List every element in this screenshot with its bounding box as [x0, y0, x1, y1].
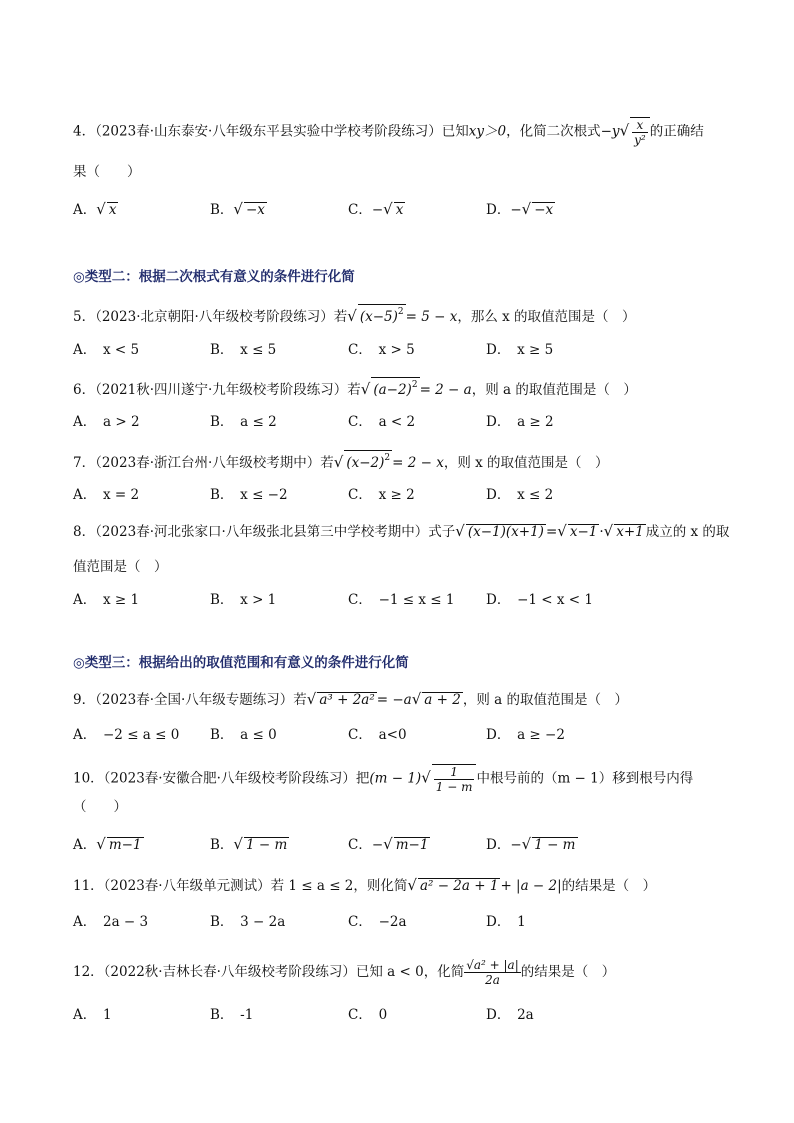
q6-option-a[interactable]: A． a > 2 — [73, 414, 140, 430]
q11-option-a[interactable]: A． 2a − 3 — [73, 914, 149, 930]
q12-option-b[interactable]: B． -1 — [210, 1007, 254, 1023]
q10-option-c[interactable]: C．−√ m−1 — [348, 835, 429, 853]
q7-option-a[interactable]: A． x = 2 — [73, 487, 140, 503]
question-8-line2: 值范围是（ ） — [73, 559, 168, 575]
q9-option-a[interactable]: A． −2 ≤ a ≤ 0 — [73, 727, 180, 743]
q7-option-d[interactable]: D． x ≤ 2 — [486, 487, 554, 503]
question-4-prefix: −y — [600, 123, 620, 140]
q8-option-d[interactable]: D． −1 < x < 1 — [486, 592, 593, 608]
q10-option-b[interactable]: B．√ 1 − m — [210, 835, 288, 853]
question-8: 8．（2023春·河北张家口·八年级张北县第三中学校考期中）式子√ (x−1)(x+1) =√ x−1 ·√ x+1 成立的 x 的取 — [73, 522, 730, 540]
q5-option-a[interactable]: A． x < 5 — [73, 342, 140, 358]
question-6: 6．（2021秋·四川遂宁·九年级校考阶段练习）若√ $(a-2)^2 = 2 - a$，则 a 的取值范围是（ ） — [73, 377, 637, 399]
q7-option-c[interactable]: C． x ≥ 2 — [348, 487, 415, 503]
q11-option-d[interactable]: D． 1 — [486, 914, 526, 930]
q9-option-c[interactable]: C． a<0 — [348, 727, 407, 743]
question-5: 5．（2023·北京朝阳·八年级校考阶段练习）若√ $(x-5)^2 = 5 - x$，那么 x 的取值范围是（ ） — [73, 304, 636, 326]
q12-option-a[interactable]: A． 1 — [73, 1007, 112, 1023]
q12-option-c[interactable]: C． 0 — [348, 1007, 388, 1023]
q4-option-b[interactable]: B．√ −x — [210, 200, 265, 218]
q9-option-d[interactable]: D． a ≥ −2 — [486, 727, 565, 743]
question-4-condition: xy＞0 — [468, 123, 507, 140]
q6-option-c[interactable]: C． a < 2 — [348, 414, 416, 430]
q10-option-a[interactable]: A．√ m−1 — [73, 835, 142, 853]
q6-option-d[interactable]: D． a ≥ 2 — [486, 414, 554, 430]
q11-option-c[interactable]: C． −2a — [348, 914, 407, 930]
question-4-tail: 的正确结 — [649, 123, 704, 140]
question-4: 4．（2023春·山东泰安·八年级东平县实验中学校考阶段练习）已知xy＞0，化简二次根式−y√ $\frac{x}{\text{y²}}$ 的正确结 — [73, 118, 704, 147]
q4-option-a[interactable]: A．√ x — [73, 200, 117, 218]
q4-option-c[interactable]: C．−√ x — [348, 200, 404, 218]
section-heading-type3: ◎类型三：根据给出的取值范围和有意义的条件进行化简 — [73, 655, 409, 671]
q5-option-c[interactable]: C． x > 5 — [348, 342, 415, 358]
section-heading-type2: ◎类型二：根据二次根式有意义的条件进行化简 — [73, 269, 355, 285]
question-4-stem: 4．（2023春·山东泰安·八年级东平县实验中学校考阶段练习）已知 — [73, 123, 469, 140]
question-12: 12．（2022秋·吉林长春·八年级校考阶段练习）已知 a < 0，化简 $\frac{\text{√a² + |a|}}{2a}$ 的结果是（ ） — [73, 958, 616, 987]
q11-option-b[interactable]: B． 3 − 2a — [210, 914, 286, 930]
q4-option-d[interactable]: D．−√ −x — [486, 200, 554, 218]
question-11: 11．（2023春·八年级单元测试）若 1 ≤ a ≤ 2，则化简√ a² − 2a + 1 + |a − 2|的结果是（ ） — [73, 876, 657, 894]
question-4-line2: 果（ ） — [73, 164, 141, 180]
q8-option-a[interactable]: A． x ≥ 1 — [73, 592, 140, 608]
q7-option-b[interactable]: B． x ≤ −2 — [210, 487, 288, 503]
q8-option-c[interactable]: C． −1 ≤ x ≤ 1 — [348, 592, 455, 608]
q5-option-d[interactable]: D． x ≥ 5 — [486, 342, 554, 358]
question-10: 10．（2023春·安徽合肥·八年级校考阶段练习）把(m − 1)√ $\frac{1}{1 - m}$ 中根号前的（m − 1）移到根号内得 — [73, 765, 694, 794]
q9-option-b[interactable]: B． a ≤ 0 — [210, 727, 277, 743]
question-10-line2: （ ） — [73, 799, 127, 815]
question-7: 7．（2023春·浙江台州·八年级校考期中）若√ $(x-2)^2 = 2 - x$，则 x 的取值范围是（ ） — [73, 450, 609, 472]
question-4-mid: ，化简二次根式 — [506, 123, 601, 140]
question-4-fraction: $\frac{x}{\text{y²}}$ — [630, 117, 650, 147]
question-9: 9．（2023春·全国·八年级专题练习）若√ a³ + 2a² = −a√ a + 2 ，则 a 的取值范围是（ ） — [73, 690, 628, 708]
q8-option-b[interactable]: B． x > 1 — [210, 592, 277, 608]
q6-option-b[interactable]: B． a ≤ 2 — [210, 414, 277, 430]
q10-option-d[interactable]: D．−√ 1 − m — [486, 835, 576, 853]
question-12-fraction: $\frac{\text{√a² + |a|}}{2a}$ — [466, 958, 519, 987]
q5-option-b[interactable]: B． x ≤ 5 — [210, 342, 277, 358]
q12-option-d[interactable]: D． 2a — [486, 1007, 534, 1023]
